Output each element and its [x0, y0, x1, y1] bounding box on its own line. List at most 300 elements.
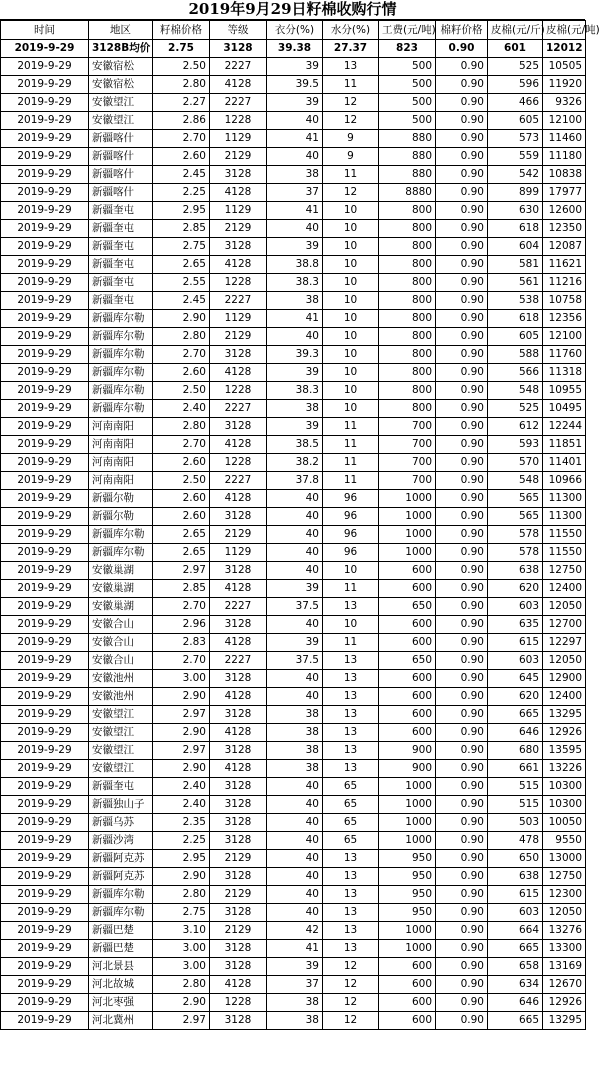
cell-processing-fee: 700	[379, 436, 436, 454]
cell-date: 2019-9-29	[1, 634, 89, 652]
cell-grade: 3128	[210, 166, 267, 184]
cell-moisture: 11	[323, 454, 379, 472]
cell-lint-percentage: 40	[267, 886, 323, 904]
cell-cottonseed-price: 0.90	[436, 922, 488, 940]
cell-lint-price-ton: 10505	[543, 58, 586, 76]
table-row	[1, 706, 586, 724]
cell-moisture: 13	[323, 940, 379, 958]
cell-moisture: 96	[323, 508, 379, 526]
avg-processing-fee: 823	[379, 40, 436, 58]
cell-cottonseed-price: 0.90	[436, 1012, 488, 1030]
cell-seed-cotton-price: 2.70	[153, 130, 210, 148]
cell-lint-price-jin: 638	[488, 562, 543, 580]
cell-processing-fee: 800	[379, 346, 436, 364]
header-lint-percentage: 衣分(%)	[267, 21, 323, 40]
cell-lint-percentage: 37.5	[267, 652, 323, 670]
cell-lint-percentage: 40	[267, 616, 323, 634]
cell-grade: 4128	[210, 364, 267, 382]
cell-cottonseed-price: 0.90	[436, 58, 488, 76]
cell-cottonseed-price: 0.90	[436, 310, 488, 328]
cell-date: 2019-9-29	[1, 1012, 89, 1030]
cell-lint-price-ton: 12050	[543, 598, 586, 616]
table-row	[1, 688, 586, 706]
table-row	[1, 418, 586, 436]
cell-moisture: 13	[323, 850, 379, 868]
cell-lint-price-jin: 542	[488, 166, 543, 184]
cell-cottonseed-price: 0.90	[436, 526, 488, 544]
cell-seed-cotton-price: 2.40	[153, 796, 210, 814]
cell-lint-percentage: 38.8	[267, 256, 323, 274]
cell-lint-percentage: 39	[267, 238, 323, 256]
cell-processing-fee: 880	[379, 166, 436, 184]
cell-region: 河南南阳	[89, 418, 153, 436]
header-moisture: 水分(%)	[323, 21, 379, 40]
cell-lint-price-ton: 13000	[543, 850, 586, 868]
cell-lint-price-ton: 11550	[543, 544, 586, 562]
cell-cottonseed-price: 0.90	[436, 418, 488, 436]
cell-moisture: 11	[323, 580, 379, 598]
cell-cottonseed-price: 0.90	[436, 868, 488, 886]
cell-seed-cotton-price: 2.45	[153, 166, 210, 184]
cell-lint-percentage: 40	[267, 688, 323, 706]
cell-processing-fee: 800	[379, 220, 436, 238]
cell-moisture: 12	[323, 976, 379, 994]
cell-lint-price-jin: 664	[488, 922, 543, 940]
cell-grade: 1228	[210, 994, 267, 1012]
cell-lint-price-jin: 620	[488, 580, 543, 598]
cell-grade: 4128	[210, 184, 267, 202]
cell-date: 2019-9-29	[1, 346, 89, 364]
cell-grade: 1129	[210, 202, 267, 220]
cell-grade: 1228	[210, 454, 267, 472]
cell-date: 2019-9-29	[1, 508, 89, 526]
avg-lint-percentage: 39.38	[267, 40, 323, 58]
table-row	[1, 886, 586, 904]
cell-region: 新疆库尔勒	[89, 310, 153, 328]
cell-lint-price-jin: 612	[488, 418, 543, 436]
cell-date: 2019-9-29	[1, 868, 89, 886]
cell-seed-cotton-price: 2.60	[153, 148, 210, 166]
cell-date: 2019-9-29	[1, 562, 89, 580]
cell-moisture: 10	[323, 292, 379, 310]
table-row	[1, 598, 586, 616]
table-row	[1, 958, 586, 976]
cell-moisture: 65	[323, 814, 379, 832]
cell-seed-cotton-price: 2.97	[153, 1012, 210, 1030]
cell-date: 2019-9-29	[1, 544, 89, 562]
cell-region: 新疆巴楚	[89, 922, 153, 940]
cell-grade: 2129	[210, 922, 267, 940]
table-row	[1, 202, 586, 220]
cell-lint-price-ton: 10966	[543, 472, 586, 490]
table-row	[1, 814, 586, 832]
cell-moisture: 10	[323, 256, 379, 274]
cell-lint-price-ton: 11760	[543, 346, 586, 364]
cell-lint-price-ton: 11460	[543, 130, 586, 148]
cell-processing-fee: 500	[379, 76, 436, 94]
cell-cottonseed-price: 0.90	[436, 652, 488, 670]
cell-lint-price-jin: 478	[488, 832, 543, 850]
avg-cottonseed-price: 0.90	[436, 40, 488, 58]
cell-processing-fee: 1000	[379, 526, 436, 544]
table-row	[1, 472, 586, 490]
table-row	[1, 562, 586, 580]
cell-region: 新疆库尔勒	[89, 904, 153, 922]
cell-date: 2019-9-29	[1, 994, 89, 1012]
cell-lint-percentage: 37.5	[267, 598, 323, 616]
table-row	[1, 580, 586, 598]
cell-cottonseed-price: 0.90	[436, 634, 488, 652]
cell-cottonseed-price: 0.90	[436, 94, 488, 112]
cell-seed-cotton-price: 2.40	[153, 778, 210, 796]
cell-processing-fee: 1000	[379, 922, 436, 940]
cell-grade: 3128	[210, 796, 267, 814]
cell-seed-cotton-price: 3.00	[153, 670, 210, 688]
cell-grade: 4128	[210, 436, 267, 454]
avg-label: 3128B均价	[89, 40, 153, 58]
table-row	[1, 454, 586, 472]
cell-grade: 3128	[210, 868, 267, 886]
cell-lint-percentage: 41	[267, 310, 323, 328]
cell-date: 2019-9-29	[1, 472, 89, 490]
cell-lint-price-jin: 466	[488, 94, 543, 112]
cell-moisture: 12	[323, 1012, 379, 1030]
cell-date: 2019-9-29	[1, 328, 89, 346]
cell-seed-cotton-price: 2.80	[153, 76, 210, 94]
cell-cottonseed-price: 0.90	[436, 598, 488, 616]
cell-seed-cotton-price: 2.90	[153, 724, 210, 742]
cell-grade: 4128	[210, 580, 267, 598]
cell-grade: 4128	[210, 976, 267, 994]
cell-region: 新疆库尔勒	[89, 400, 153, 418]
cell-lint-percentage: 41	[267, 940, 323, 958]
table-row	[1, 526, 586, 544]
cell-moisture: 10	[323, 274, 379, 292]
cell-processing-fee: 1000	[379, 490, 436, 508]
cell-date: 2019-9-29	[1, 940, 89, 958]
cell-lint-percentage: 38	[267, 292, 323, 310]
cell-lint-price-jin: 646	[488, 724, 543, 742]
cell-region: 新疆尔勒	[89, 490, 153, 508]
cell-lint-price-jin: 899	[488, 184, 543, 202]
cell-date: 2019-9-29	[1, 670, 89, 688]
cell-lint-percentage: 38	[267, 760, 323, 778]
cell-seed-cotton-price: 3.10	[153, 922, 210, 940]
cell-region: 安徽巢湖	[89, 580, 153, 598]
cell-lint-percentage: 40	[267, 220, 323, 238]
cell-grade: 3128	[210, 814, 267, 832]
cell-date: 2019-9-29	[1, 580, 89, 598]
table-row	[1, 238, 586, 256]
cell-grade: 3128	[210, 832, 267, 850]
cell-seed-cotton-price: 2.83	[153, 634, 210, 652]
cell-date: 2019-9-29	[1, 274, 89, 292]
cell-region: 河北故城	[89, 976, 153, 994]
cell-region: 安徽望江	[89, 706, 153, 724]
cell-lint-price-ton: 11300	[543, 490, 586, 508]
cell-processing-fee: 880	[379, 148, 436, 166]
cell-lint-price-ton: 10955	[543, 382, 586, 400]
cell-lint-price-jin: 630	[488, 202, 543, 220]
cell-cottonseed-price: 0.90	[436, 976, 488, 994]
cell-processing-fee: 500	[379, 58, 436, 76]
cell-processing-fee: 800	[379, 400, 436, 418]
cell-lint-percentage: 39	[267, 94, 323, 112]
cell-grade: 2227	[210, 472, 267, 490]
cell-processing-fee: 800	[379, 364, 436, 382]
cell-date: 2019-9-29	[1, 886, 89, 904]
cell-region: 安徽合山	[89, 634, 153, 652]
cell-processing-fee: 700	[379, 472, 436, 490]
cell-region: 安徽望江	[89, 112, 153, 130]
cell-region: 新疆独山子	[89, 796, 153, 814]
cell-processing-fee: 600	[379, 994, 436, 1012]
cell-cottonseed-price: 0.90	[436, 940, 488, 958]
table-row	[1, 400, 586, 418]
cell-processing-fee: 800	[379, 292, 436, 310]
cell-date: 2019-9-29	[1, 364, 89, 382]
cell-date: 2019-9-29	[1, 184, 89, 202]
table-row	[1, 436, 586, 454]
cell-moisture: 96	[323, 490, 379, 508]
cell-processing-fee: 800	[379, 310, 436, 328]
cell-processing-fee: 1000	[379, 508, 436, 526]
cell-grade: 4128	[210, 490, 267, 508]
cell-seed-cotton-price: 2.75	[153, 238, 210, 256]
table-row	[1, 346, 586, 364]
cell-seed-cotton-price: 2.65	[153, 544, 210, 562]
cell-region: 新疆库尔勒	[89, 382, 153, 400]
cell-region: 安徽望江	[89, 94, 153, 112]
cell-grade: 2227	[210, 400, 267, 418]
cell-cottonseed-price: 0.90	[436, 364, 488, 382]
cell-date: 2019-9-29	[1, 724, 89, 742]
table-row	[1, 760, 586, 778]
cell-cottonseed-price: 0.90	[436, 670, 488, 688]
cell-region: 新疆奎屯	[89, 238, 153, 256]
cell-lint-price-jin: 561	[488, 274, 543, 292]
cell-moisture: 10	[323, 382, 379, 400]
cell-grade: 2227	[210, 292, 267, 310]
table-row	[1, 634, 586, 652]
cell-region: 新疆库尔勒	[89, 364, 153, 382]
cell-date: 2019-9-29	[1, 58, 89, 76]
cell-region: 新疆阿克苏	[89, 868, 153, 886]
avg-moisture: 27.37	[323, 40, 379, 58]
cell-seed-cotton-price: 2.86	[153, 112, 210, 130]
cell-seed-cotton-price: 2.95	[153, 850, 210, 868]
cell-region: 河南南阳	[89, 436, 153, 454]
cell-cottonseed-price: 0.90	[436, 202, 488, 220]
cell-region: 新疆库尔勒	[89, 346, 153, 364]
cell-lint-price-ton: 12100	[543, 328, 586, 346]
table-row	[1, 292, 586, 310]
cell-date: 2019-9-29	[1, 400, 89, 418]
cell-lint-price-ton: 11180	[543, 148, 586, 166]
cell-lint-price-ton: 12300	[543, 886, 586, 904]
cell-lint-price-jin: 603	[488, 652, 543, 670]
table-row	[1, 742, 586, 760]
cell-grade: 3128	[210, 706, 267, 724]
cell-lint-percentage: 39	[267, 958, 323, 976]
cell-moisture: 13	[323, 652, 379, 670]
cell-moisture: 12	[323, 994, 379, 1012]
cell-lint-price-ton: 12926	[543, 994, 586, 1012]
cell-moisture: 11	[323, 76, 379, 94]
cell-lint-percentage: 40	[267, 328, 323, 346]
table-row	[1, 274, 586, 292]
cell-lint-percentage: 39	[267, 634, 323, 652]
cell-processing-fee: 950	[379, 886, 436, 904]
cell-date: 2019-9-29	[1, 922, 89, 940]
table-row	[1, 382, 586, 400]
cell-lint-price-jin: 570	[488, 454, 543, 472]
cell-grade: 3128	[210, 346, 267, 364]
avg-seed-cotton-price: 2.75	[153, 40, 210, 58]
cell-date: 2019-9-29	[1, 778, 89, 796]
cell-grade: 3128	[210, 562, 267, 580]
cell-lint-percentage: 40	[267, 814, 323, 832]
cell-lint-price-jin: 638	[488, 868, 543, 886]
cell-lint-price-jin: 578	[488, 526, 543, 544]
table-row	[1, 832, 586, 850]
cell-moisture: 11	[323, 436, 379, 454]
table-row	[1, 148, 586, 166]
cell-lint-price-jin: 603	[488, 904, 543, 922]
cell-grade: 1129	[210, 130, 267, 148]
cell-processing-fee: 950	[379, 868, 436, 886]
cell-region: 新疆阿克苏	[89, 850, 153, 868]
cell-region: 新疆沙湾	[89, 832, 153, 850]
cell-lint-price-jin: 604	[488, 238, 543, 256]
cell-moisture: 10	[323, 328, 379, 346]
cell-lint-price-ton: 12050	[543, 652, 586, 670]
cell-date: 2019-9-29	[1, 760, 89, 778]
cell-cottonseed-price: 0.90	[436, 400, 488, 418]
cell-lint-price-jin: 566	[488, 364, 543, 382]
cell-lint-price-ton: 11550	[543, 526, 586, 544]
cell-date: 2019-9-29	[1, 616, 89, 634]
cell-lint-price-ton: 13226	[543, 760, 586, 778]
cell-grade: 4128	[210, 760, 267, 778]
cell-seed-cotton-price: 2.80	[153, 418, 210, 436]
table-row	[1, 76, 586, 94]
cell-lint-price-ton: 9326	[543, 94, 586, 112]
cell-lint-percentage: 38	[267, 400, 323, 418]
cell-seed-cotton-price: 2.70	[153, 652, 210, 670]
cell-moisture: 10	[323, 400, 379, 418]
cell-seed-cotton-price: 2.70	[153, 436, 210, 454]
cell-moisture: 10	[323, 310, 379, 328]
avg-grade: 3128	[210, 40, 267, 58]
table-row	[1, 904, 586, 922]
header-row	[1, 21, 586, 40]
cell-lint-percentage: 38	[267, 994, 323, 1012]
cell-processing-fee: 800	[379, 274, 436, 292]
cell-lint-price-jin: 565	[488, 490, 543, 508]
cell-processing-fee: 900	[379, 760, 436, 778]
cell-grade: 1228	[210, 112, 267, 130]
cell-region: 安徽望江	[89, 742, 153, 760]
cell-seed-cotton-price: 2.50	[153, 472, 210, 490]
cell-lint-percentage: 40	[267, 868, 323, 886]
cell-date: 2019-9-29	[1, 652, 89, 670]
cell-processing-fee: 950	[379, 850, 436, 868]
cell-seed-cotton-price: 2.75	[153, 904, 210, 922]
cell-processing-fee: 1000	[379, 544, 436, 562]
cell-lint-price-jin: 525	[488, 400, 543, 418]
cell-region: 河南南阳	[89, 454, 153, 472]
cell-seed-cotton-price: 2.80	[153, 886, 210, 904]
cell-cottonseed-price: 0.90	[436, 832, 488, 850]
table-row	[1, 994, 586, 1012]
cell-processing-fee: 600	[379, 958, 436, 976]
cell-processing-fee: 600	[379, 670, 436, 688]
cell-seed-cotton-price: 2.55	[153, 274, 210, 292]
cell-processing-fee: 800	[379, 382, 436, 400]
cell-lint-percentage: 38	[267, 166, 323, 184]
cell-seed-cotton-price: 2.95	[153, 202, 210, 220]
table-row	[1, 508, 586, 526]
cell-moisture: 13	[323, 904, 379, 922]
cell-lint-price-ton: 12400	[543, 580, 586, 598]
cell-cottonseed-price: 0.90	[436, 994, 488, 1012]
cell-lint-price-jin: 646	[488, 994, 543, 1012]
cell-cottonseed-price: 0.90	[436, 616, 488, 634]
cell-lint-price-jin: 650	[488, 850, 543, 868]
cell-lint-price-jin: 548	[488, 472, 543, 490]
cell-cottonseed-price: 0.90	[436, 220, 488, 238]
cell-lint-price-ton: 12244	[543, 418, 586, 436]
cell-date: 2019-9-29	[1, 292, 89, 310]
table-row	[1, 58, 586, 76]
cell-lint-percentage: 40	[267, 544, 323, 562]
cell-lint-percentage: 38.3	[267, 382, 323, 400]
cell-lint-price-jin: 680	[488, 742, 543, 760]
cell-region: 河北枣强	[89, 994, 153, 1012]
table-row	[1, 868, 586, 886]
table-row	[1, 328, 586, 346]
cell-lint-price-ton: 12700	[543, 616, 586, 634]
cell-seed-cotton-price: 2.60	[153, 364, 210, 382]
cell-seed-cotton-price: 2.25	[153, 832, 210, 850]
cell-cottonseed-price: 0.90	[436, 958, 488, 976]
cell-grade: 1129	[210, 310, 267, 328]
cell-seed-cotton-price: 2.45	[153, 292, 210, 310]
cell-lint-price-ton: 13276	[543, 922, 586, 940]
cell-seed-cotton-price: 2.50	[153, 58, 210, 76]
cell-seed-cotton-price: 2.80	[153, 328, 210, 346]
header-processing-fee: 工费(元/吨)	[379, 21, 436, 40]
cell-lint-price-jin: 525	[488, 58, 543, 76]
table-row	[1, 364, 586, 382]
cell-grade: 2129	[210, 886, 267, 904]
cell-grade: 3128	[210, 616, 267, 634]
cell-region: 新疆奎屯	[89, 220, 153, 238]
table-row	[1, 976, 586, 994]
cell-moisture: 65	[323, 832, 379, 850]
cell-moisture: 11	[323, 472, 379, 490]
cell-lint-price-ton: 11216	[543, 274, 586, 292]
cell-lint-price-ton: 11851	[543, 436, 586, 454]
cell-cottonseed-price: 0.90	[436, 850, 488, 868]
table-row	[1, 184, 586, 202]
header-lint-price-ton: 皮棉(元/吨)	[543, 21, 586, 40]
cell-date: 2019-9-29	[1, 256, 89, 274]
cell-lint-price-ton: 10758	[543, 292, 586, 310]
table-row	[1, 490, 586, 508]
cell-cottonseed-price: 0.90	[436, 328, 488, 346]
